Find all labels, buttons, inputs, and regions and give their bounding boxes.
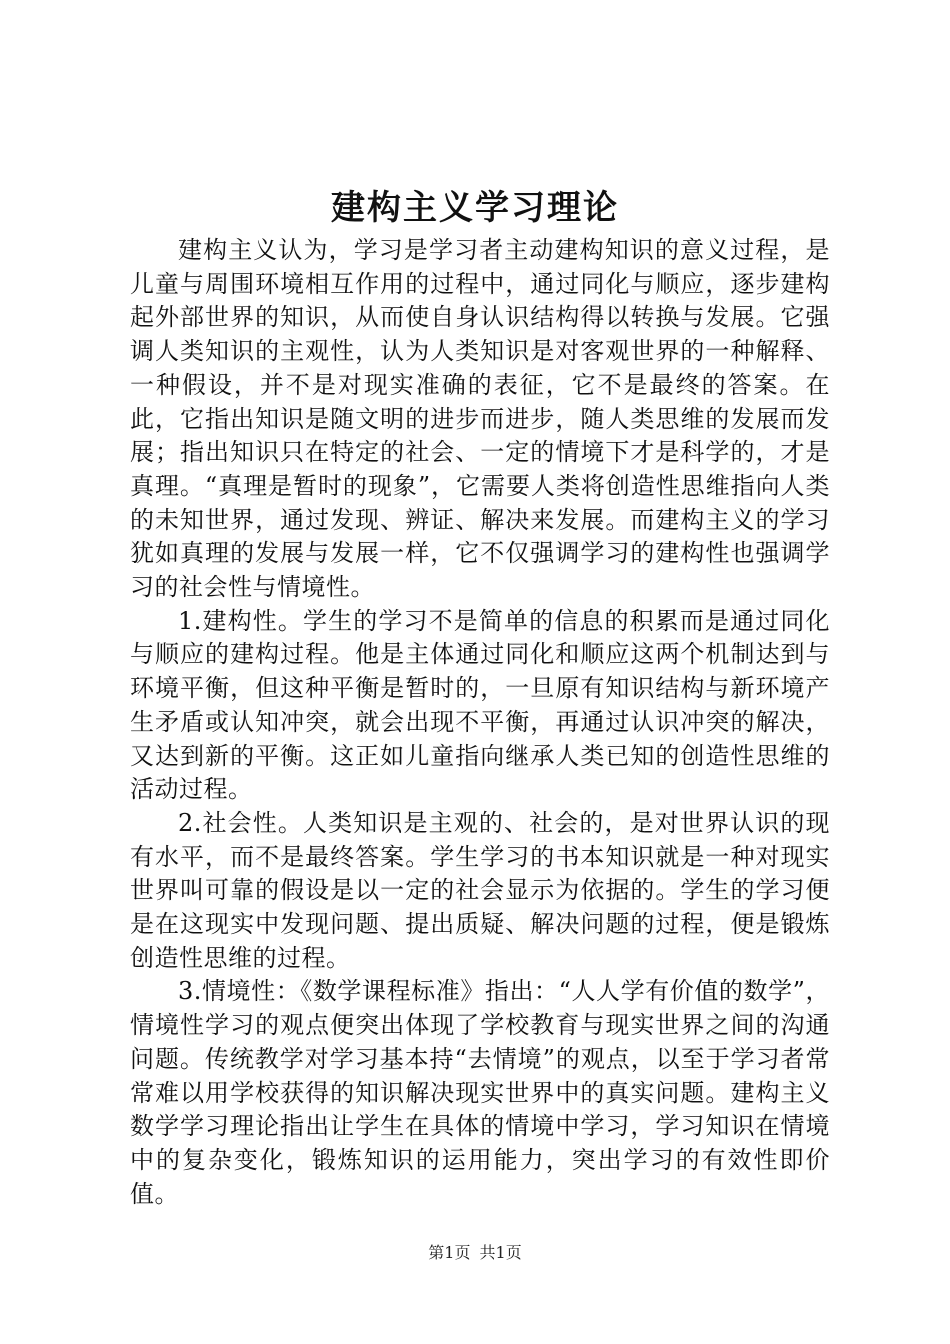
document-body: [130, 234, 830, 1211]
document-title: 建构主义学习理论: [331, 188, 619, 228]
paragraph-situational: 3.情境性：《数学课程标准》指出：“人人学有价值的数学”，情境性学习的观点便突出体现了学校教育与现实世界之间的沟通问题。传统教学对学习基本持“去情境”的观点，以至于学习者常常难以用学校获得的知识解决现实世界中的真实问题。建构主义数学学习理论指出让学生在具体的情境中学习，学习知识在情境中的复杂变化，锻炼知识的运用能力，突出学习的有效性即价值。: [130, 977, 830, 1208]
page-footer: [0, 1242, 950, 1264]
page-number: 第1页: [428, 1243, 471, 1262]
paragraph-social: 2.社会性。人类知识是主观的、社会的，是对世界认识的现有水平，而不是最终答案。学生学习的书本知识就是一种对现实世界叫可靠的假设是以一定的社会显示为依据的。学生的学习便是在这现实中发现问题、提出质疑、解决问题的过程，便是锻炼创造性思维的过程。: [130, 808, 830, 972]
page-total: 共1页: [479, 1243, 522, 1262]
paragraph-intro: 建构主义认为，学习是学习者主动建构知识的意义过程，是儿童与周围环境相互作用的过程中，通过同化与顺应，逐步建构起外部世界的知识，从而使自身认识结构得以转换与发展。它强调人类知识的主观性，认为人类知识是对客观世界的一种解释、一种假设，并不是对现实准确的表征，它不是最终的答案。在此，它指出知识是随文明的进步而进步，随人类思维的发展而发展；指出知识只在特定的社会、一定的情境下才是科学的，才是真理。“真理是暂时的现象”，它需要人类将创造性思维指向人类的未知世界，通过发现、辨证、解决来发展。而建构主义的学习犹如真理的发展与发展一样，它不仅强调学习的建构性也强调学习的社会性与情境性。: [130, 236, 830, 602]
paragraph-constructive: 1.建构性。学生的学习不是简单的信息的积累而是通过同化与顺应的建构过程。他是主体通过同化和顺应这两个机制达到与环境平衡，但这种平衡是暂时的，一旦原有知识结构与新环境产生矛盾或认知冲突，就会出现不平衡，再通过认识冲突的解决，又达到新的平衡。这正如儿童指向继承人类已知的创造性思维的活动过程。: [130, 606, 830, 804]
